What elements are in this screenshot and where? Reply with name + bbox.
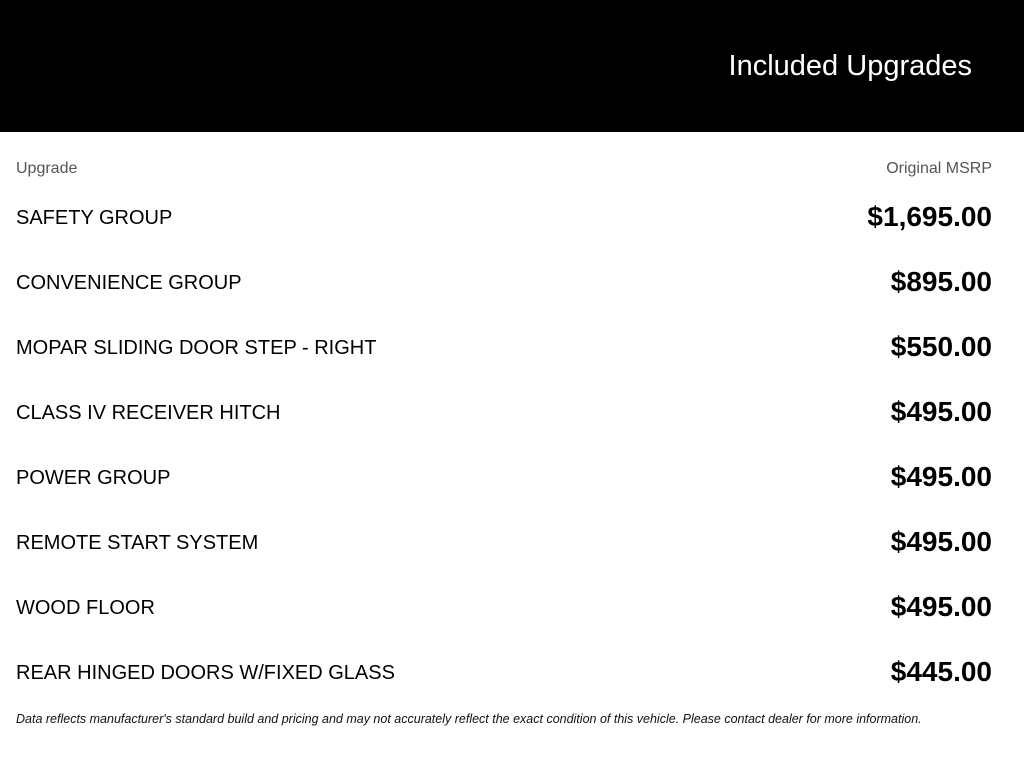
upgrade-row	[16, 446, 992, 511]
page-title: Included Upgrades	[728, 50, 972, 82]
upgrade-name: REAR HINGED DOORS W/FIXED GLASS	[16, 662, 395, 684]
upgrade-price: $445.00	[890, 656, 992, 687]
upgrade-row	[16, 511, 992, 576]
upgrade-name: POWER GROUP	[16, 467, 171, 489]
upgrade-price: $495.00	[890, 526, 992, 557]
upgrade-price: $550.00	[890, 331, 992, 362]
upgrade-price: $1,695.00	[867, 201, 992, 232]
upgrade-price: $495.00	[890, 461, 992, 492]
upgrade-column-header: Upgrade	[16, 160, 78, 177]
upgrade-name: CLASS IV RECEIVER HITCH	[16, 402, 281, 424]
upgrade-name: MOPAR SLIDING DOOR STEP - RIGHT	[16, 337, 377, 359]
upgrade-row	[16, 381, 992, 446]
header-banner	[0, 0, 1024, 132]
upgrades-list	[16, 186, 992, 706]
disclaimer-text: Data reflects manufacturer's standard build and pricing and may not accurately reflect the exact condition of this vehicle. Please contact dealer for more information.	[16, 712, 922, 726]
upgrade-row	[16, 641, 992, 706]
upgrade-price: $895.00	[890, 266, 992, 297]
upgrade-row	[16, 576, 992, 641]
upgrade-name: CONVENIENCE GROUP	[16, 272, 242, 294]
column-headers	[16, 160, 992, 180]
upgrade-price: $495.00	[890, 591, 992, 622]
upgrade-name: SAFETY GROUP	[16, 207, 173, 229]
upgrade-row	[16, 186, 992, 251]
upgrade-price: $495.00	[890, 396, 992, 427]
upgrade-name: REMOTE START SYSTEM	[16, 532, 259, 554]
upgrade-row	[16, 316, 992, 381]
upgrade-row	[16, 251, 992, 316]
msrp-column-header: Original MSRP	[886, 160, 992, 177]
upgrade-name: WOOD FLOOR	[16, 597, 155, 619]
